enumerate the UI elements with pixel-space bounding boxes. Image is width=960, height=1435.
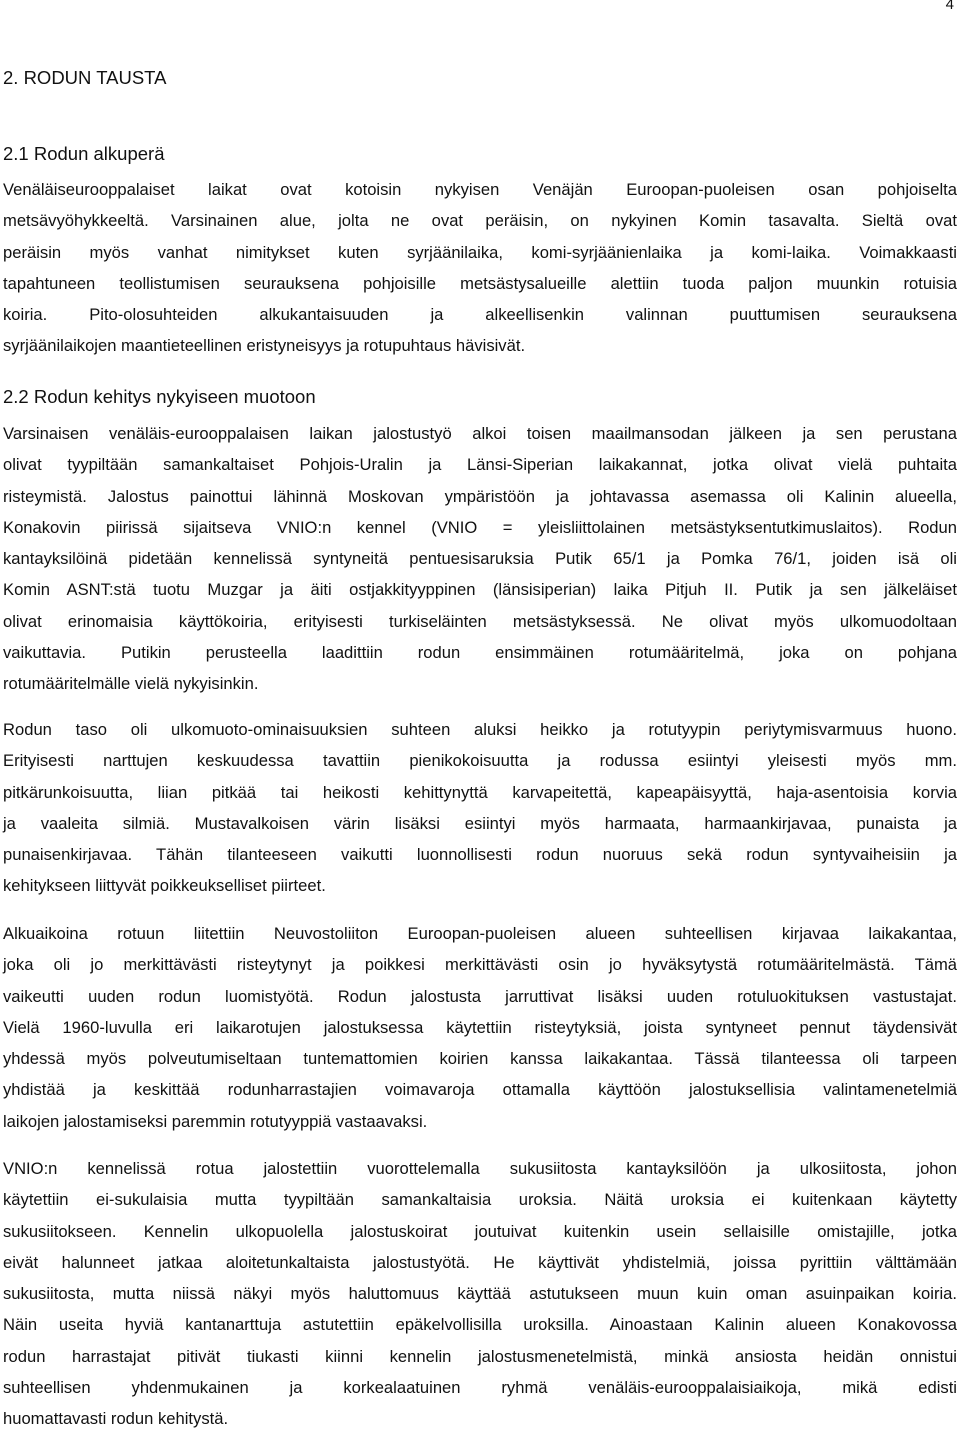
subsection-heading-development: 2.2 Rodun kehitys nykyiseen muotoon	[3, 386, 316, 407]
text-line: VNIO:n kennelissä rotua jalostettiin vuorottelemalla sukusiitosta kantayksilöön ja ulkosiitosta, johon	[3, 1159, 957, 1178]
text-line: kehitykseen liittyvät poikkeukselliset piirteet.	[3, 876, 326, 896]
text-line: suhteellisen yhdenmukainen ja korkealaatuinen ryhmä venäläis-eurooppalaisiaikoja, mikä edisti	[3, 1378, 957, 1398]
text-line: yhdistää ja keskittää rodunharrastajien voimavaroja ottamalla käyttöön jalostuksellisia valintamenetelmiä	[3, 1080, 957, 1100]
paragraph-origin	[3, 174, 957, 362]
text-line: Vielä 1960-luvulla eri laikarotujen jalostuksessa käytettiin risteytyksiä, joista syntyneet pennut täydensivät	[3, 1017, 957, 1037]
text-line: Varsinaisen venäläis-eurooppalaisen laikan jalostustyö alkoi toisen maailmansodan jälkeen ja sen perustana	[3, 424, 957, 443]
text-line: pitkärunkoisuutta, liian pitkää tai heikosti kehittynyttä karvapeitettä, kapeapäisyyttä, haja-asentoisia korvia	[3, 782, 957, 802]
text-line: Rodun taso oli ulkomuoto-ominaisuuksien suhteen aluksi heikko ja rotutyypin periytymisvarmuus huono.	[3, 720, 957, 739]
subsection-heading-origin: 2.1 Rodun alkuperä	[3, 143, 165, 164]
text-line: joka oli jo merkittävästi risteytynyt ja poikkesi merkittävästi osin jo hyväksytystä rotumääritelmästä. Tämä	[3, 955, 957, 975]
text-line: vaikuttavia. Putikin perusteella laadittiin rodun ensimmäinen rotumääritelmä, joka on pohjana	[3, 643, 957, 663]
text-line: syrjäänilaikojen maantieteellinen eristyneisyys ja rotupuhtaus hävisivät.	[3, 336, 526, 356]
text-line: risteymistä. Jalostus painottui lähinnä Moskovan ympäristöön ja johtavassa asemassa oli Kalinin alueella,	[3, 486, 957, 506]
text-line: tapahtuneen teollistumisen seurauksena pohjoisille metsästysalueille alettiin tuoda paljon muunkin rotuisia	[3, 273, 957, 293]
text-line: Alkuaikoina rotuun liitettiin Neuvostoliiton Euroopan-puoleisen alueen suhteellisen kirjavaa laikakantaa,	[3, 924, 957, 943]
text-line: vaikeutti uuden rodun luomistyötä. Rodun jalostusta jarruttivat lisäksi uuden rotuluokituksen vastustajat.	[3, 986, 957, 1006]
paragraph-development-1	[3, 418, 957, 700]
text-line: sukusiitokseen. Kennelin ulkopuolella jalostuskoirat joutuivat kuitenkin usein sellaisille omistajille, jotka	[3, 1221, 957, 1241]
text-line: peräisin myös vanhat nimitykset kuten syrjäänilaika, komi-syrjäänienlaika ja komi-laika. Voimakkaasti	[3, 242, 957, 262]
text-line: ja vaaleita silmiä. Mustavalkoisen värin lisäksi esiintyi myös harmaata, harmaankirjavaa, punaista ja	[3, 813, 957, 833]
text-line: metsävyöhykkeeltä. Varsinainen alue, jolta ne ovat peräisin, on nykyinen Komin tasavalta. Sieltä ovat	[3, 211, 957, 231]
text-line: Komin ASNT:stä tuotu Muzgar ja äiti ostjakkityyppinen (länsisiperian) laika Pitjuh II. Putik ja sen jälkeläiset	[3, 580, 957, 600]
text-line: laikojen jalostamiseksi paremmin rotutyyppiä vastaavaksi.	[3, 1111, 428, 1131]
paragraph-development-2	[3, 714, 957, 902]
page-number: 4	[945, 0, 954, 13]
text-line: Näin useita hyviä kantanarttuja astutettiin epäkelvollisilla uroksilla. Ainoastaan Kalinin alueen Konakovossa	[3, 1315, 957, 1335]
text-line: koiria. Pito-olosuhteiden alkukantaisuuden ja alkeellisenkin valinnan puuttumisen seurauksena	[3, 305, 957, 325]
text-line: sukusiitosta, mutta niissä näkyi myös haluttomuus käyttää astutukseen muun kuin oman asuinpaikan koiria.	[3, 1284, 957, 1304]
text-line: eivät halunneet jatkaa aloitetunkaltaista jalostustyötä. He käyttivät yhdistelmiä, joissa pyrittiin välttämään	[3, 1252, 957, 1272]
text-line: yhdessä myös polveutumiseltaan tuntemattomien koirien kanssa laikakantaa. Tässä tilanteessa oli tarpeen	[3, 1049, 957, 1069]
text-line: Konakovin piirissä sijaitseva VNIO:n kennel (VNIO = yleisliittolainen metsästyksentutkimuslaitos). Rodun	[3, 517, 957, 537]
text-line: kantayksilöinä pidetään kennelissä syntyneitä pentuesisaruksia Putik 65/1 ja Pomka 76/1, joiden isä oli	[3, 549, 957, 569]
text-line: huomattavasti rodun kehitystä.	[3, 1409, 229, 1429]
text-line: olivat tyypiltään samankaltaiset Pohjois-Uralin ja Länsi-Siperian laikakannat, jotka olivat vielä puhtaita	[3, 455, 957, 475]
text-line: olivat erinomaisia käyttökoiria, erityisesti turkiseläinten metsästyksessä. Ne olivat myös ulkomuodoltaan	[3, 611, 957, 631]
text-line: rotumääritelmälle vielä nykyisinkin.	[3, 674, 259, 694]
text-line: Erityisesti narttujen keskuudessa tavattiin pienikokoisuutta ja rodussa esiintyi yleisesti myös mm.	[3, 751, 957, 771]
text-line: käytettiin ei-sukulaisia mutta tyypiltään samankaltaisia uroksia. Näitä uroksia ei kuitenkaan käytetty	[3, 1190, 957, 1210]
section-heading: 2. RODUN TAUSTA	[3, 67, 167, 88]
text-line: rodun harrastajat pitivät tiukasti kiinni kennelin jalostusmenetelmistä, minkä ansiosta heidän onnistui	[3, 1346, 957, 1366]
text-line: punaisenkirjavaa. Tähän tilanteeseen vaikutti luonnollisesti rodun nuoruus sekä rodun syntyvaiheisiin ja	[3, 845, 957, 865]
text-line: Venäläiseurooppalaiset laikat ovat kotoisin nykyisen Venäjän Euroopan-puoleisen osan pohjoiselta	[3, 180, 957, 199]
paragraph-development-3	[3, 918, 957, 1137]
paragraph-development-4	[3, 1153, 957, 1435]
